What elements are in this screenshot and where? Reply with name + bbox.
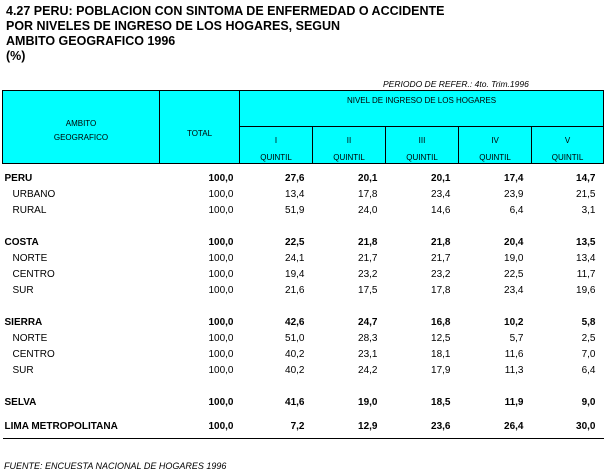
quintil-number: III (418, 136, 426, 145)
table-title (6, 4, 444, 64)
title-line: AMBITO GEOGRAFICO 1996 (6, 34, 176, 48)
quintil-cell: 17,5 (358, 284, 378, 296)
quintil-word: QUINTIL (406, 153, 438, 162)
total-cell: 100,0 (208, 316, 234, 328)
table-row (3, 266, 604, 282)
row-label: LIMA METROPOLITANA (4, 420, 118, 432)
quintil-cell: 5,8 (581, 316, 596, 328)
table-row (3, 282, 604, 298)
header-quintil-1 (240, 127, 313, 164)
quintil-cell: 40,2 (285, 348, 305, 360)
row-label: SUR (12, 284, 34, 296)
spacer-row (3, 306, 604, 314)
quintil-number: II (346, 136, 352, 145)
quintil-cell: 28,3 (358, 332, 378, 344)
data-table-container (2, 90, 603, 439)
spacer-row (3, 218, 604, 226)
total-cell: 100,0 (208, 396, 234, 408)
table-row (3, 330, 604, 346)
row-label: NORTE (12, 332, 48, 344)
quintil-word: QUINTIL (479, 153, 511, 162)
total-cell: 100,0 (208, 332, 234, 344)
quintil-cell: 7,0 (581, 348, 596, 360)
row-label: CENTRO (12, 268, 55, 280)
total-cell: 100,0 (208, 268, 234, 280)
total-cell: 100,0 (208, 364, 234, 376)
quintil-cell: 19,0 (504, 252, 524, 264)
spacer-cell (3, 306, 604, 314)
data-table (2, 90, 604, 439)
quintil-cell: 20,1 (358, 172, 378, 184)
quintil-cell: 24,7 (358, 316, 378, 328)
quintil-cell: 2,5 (581, 332, 596, 344)
quintil-word: QUINTIL (551, 153, 584, 162)
spacer-cell (3, 410, 604, 418)
quintil-cell: 23,1 (358, 348, 378, 360)
quintil-cell: 51,9 (285, 204, 305, 216)
spacer-row (3, 298, 604, 306)
quintil-cell: 6,4 (509, 204, 524, 216)
header-total-label: TOTAL (186, 128, 213, 138)
quintil-cell: 13,4 (576, 252, 596, 264)
quintil-word: QUINTIL (260, 153, 292, 162)
quintil-number: IV (491, 136, 499, 145)
quintil-cell: 24,0 (358, 204, 378, 216)
quintil-cell: 22,5 (504, 268, 524, 280)
total-cell: 100,0 (208, 236, 234, 248)
reference-period: PERIODO DE REFER.: 4to. Trim.1996 (383, 79, 529, 89)
table-body (3, 164, 604, 439)
table-row (3, 362, 604, 378)
quintil-cell: 13,5 (576, 236, 596, 248)
quintil-cell: 12,5 (431, 332, 451, 344)
quintil-cell: 18,1 (431, 348, 451, 360)
total-cell: 100,0 (208, 204, 234, 216)
total-cell: 100,0 (208, 172, 234, 184)
quintil-cell: 21,5 (576, 188, 596, 200)
quintil-cell: 51,0 (285, 332, 305, 344)
header-ambito-line: GEOGRAFICO (53, 132, 109, 142)
header-ambito (3, 91, 160, 164)
table-bottom-rule (3, 434, 604, 439)
header-quintil-3 (386, 127, 459, 164)
quintil-cell: 21,6 (285, 284, 305, 296)
quintil-cell: 42,6 (285, 316, 305, 328)
title-line: (%) (6, 49, 26, 63)
spacer-row (3, 386, 604, 394)
table-row (3, 250, 604, 266)
title-line: POR NIVELES DE INGRESO DE LOS HOGARES, SEGUN (6, 19, 341, 33)
total-cell: 100,0 (208, 188, 234, 200)
table-row (3, 314, 604, 330)
row-label: SIERRA (4, 316, 43, 328)
quintil-cell: 26,4 (504, 420, 524, 432)
spacer-cell (3, 298, 604, 306)
quintil-cell: 19,0 (358, 396, 378, 408)
quintil-cell: 30,0 (576, 420, 596, 432)
row-label: PERU (4, 172, 33, 184)
quintil-cell: 21,7 (431, 252, 451, 264)
table-row (3, 418, 604, 434)
row-label: URBANO (12, 188, 56, 200)
quintil-number: I (274, 136, 278, 145)
spacer-cell (3, 218, 604, 226)
spacer-row (3, 410, 604, 418)
quintil-cell: 41,6 (285, 396, 305, 408)
quintil-cell: 13,4 (285, 188, 305, 200)
quintil-cell: 23,4 (431, 188, 451, 200)
table-row (3, 234, 604, 250)
header-quintil-4 (459, 127, 532, 164)
bottom-rule-cell (3, 434, 604, 439)
total-cell: 100,0 (208, 284, 234, 296)
quintil-cell: 5,7 (509, 332, 524, 344)
quintil-cell: 12,9 (358, 420, 378, 432)
quintil-cell: 23,6 (431, 420, 451, 432)
total-cell: 100,0 (208, 252, 234, 264)
quintil-cell: 14,7 (576, 172, 596, 184)
table-row (3, 394, 604, 410)
table-row (3, 170, 604, 186)
quintil-cell: 22,5 (285, 236, 305, 248)
table-row (3, 346, 604, 362)
quintil-cell: 11,7 (576, 268, 596, 280)
quintil-cell: 20,1 (431, 172, 451, 184)
quintil-number: V (564, 136, 571, 145)
quintil-cell: 17,9 (431, 364, 451, 376)
quintil-cell: 10,2 (504, 316, 524, 328)
row-label: NORTE (12, 252, 48, 264)
quintil-cell: 21,8 (358, 236, 378, 248)
quintil-cell: 11,9 (504, 396, 524, 408)
quintil-cell: 23,2 (358, 268, 378, 280)
row-label: SELVA (4, 396, 37, 408)
quintil-cell: 24,1 (285, 252, 305, 264)
table-row (3, 202, 604, 218)
quintil-cell: 17,8 (358, 188, 378, 200)
header-quintil-5 (532, 127, 604, 164)
quintil-cell: 14,6 (431, 204, 451, 216)
row-label: CENTRO (12, 348, 55, 360)
header-nivel-label: NIVEL DE INGRESO DE LOS HOGARES (346, 96, 497, 105)
quintil-cell: 6,4 (581, 364, 596, 376)
row-label: RURAL (12, 204, 47, 216)
quintil-cell: 7,2 (290, 420, 305, 432)
quintil-cell: 11,3 (504, 364, 524, 376)
spacer-row (3, 378, 604, 386)
quintil-cell: 20,4 (504, 236, 524, 248)
quintil-cell: 21,7 (358, 252, 378, 264)
header-total (160, 91, 240, 164)
source-footnote: FUENTE: ENCUESTA NACIONAL DE HOGARES 1996 (4, 461, 227, 471)
spacer-row (3, 226, 604, 234)
quintil-word: QUINTIL (333, 153, 365, 162)
quintil-cell: 23,2 (431, 268, 451, 280)
quintil-cell: 21,8 (431, 236, 451, 248)
quintil-cell: 23,9 (504, 188, 524, 200)
spacer-cell (3, 226, 604, 234)
header-ambito-line: AMBITO (65, 118, 97, 128)
quintil-cell: 17,4 (504, 172, 524, 184)
row-label: SUR (12, 364, 34, 376)
quintil-cell: 17,8 (431, 284, 451, 296)
total-cell: 100,0 (208, 348, 234, 360)
quintil-cell: 19,4 (285, 268, 305, 280)
spacer-cell (3, 378, 604, 386)
quintil-cell: 27,6 (285, 172, 305, 184)
header-quintil-2 (313, 127, 386, 164)
header-nivel (240, 91, 604, 127)
title-line: 4.27 PERU: POBLACION CON SINTOMA DE ENFERMEDAD O ACCIDENTE (6, 4, 445, 18)
quintil-cell: 18,5 (431, 396, 451, 408)
spacer-cell (3, 386, 604, 394)
quintil-cell: 3,1 (581, 204, 596, 216)
row-label: COSTA (4, 236, 39, 248)
quintil-cell: 40,2 (285, 364, 305, 376)
quintil-cell: 11,6 (504, 348, 524, 360)
quintil-cell: 24,2 (358, 364, 378, 376)
quintil-cell: 23,4 (504, 284, 524, 296)
quintil-cell: 19,6 (576, 284, 596, 296)
table-row (3, 186, 604, 202)
total-cell: 100,0 (208, 420, 234, 432)
quintil-cell: 9,0 (581, 396, 596, 408)
quintil-cell: 16,8 (431, 316, 451, 328)
